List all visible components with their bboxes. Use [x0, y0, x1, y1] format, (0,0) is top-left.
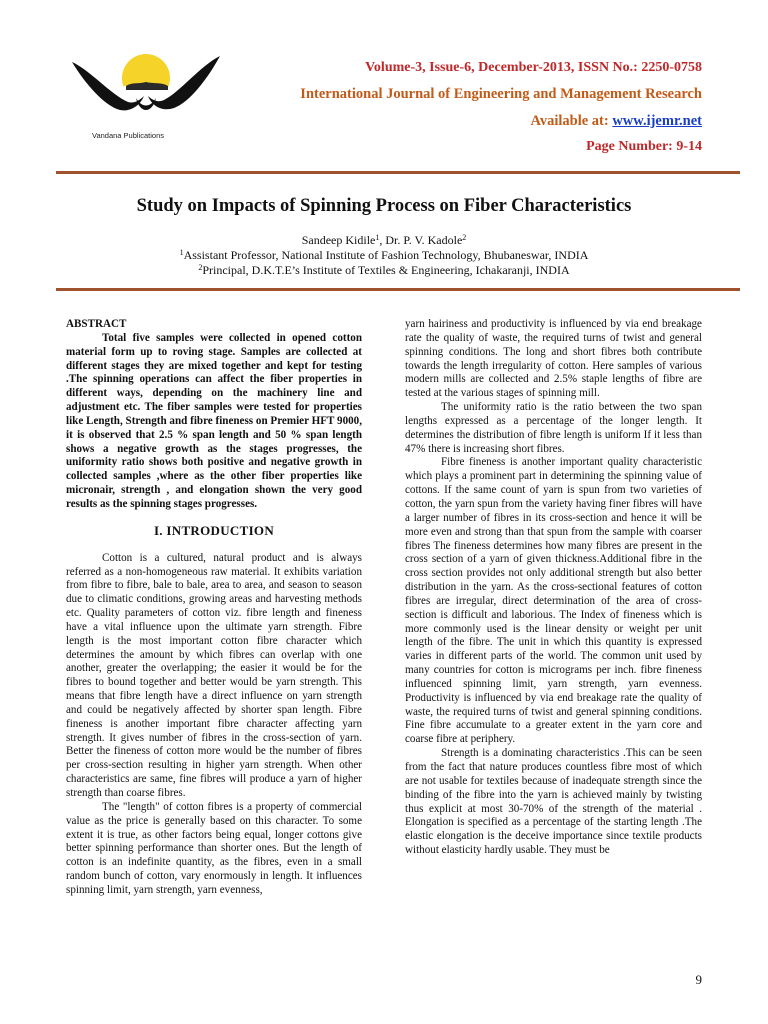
page-number: 9: [695, 972, 702, 987]
journal-name: International Journal of Engineering and Management Research: [300, 86, 702, 102]
intro-paragraph-6: Strength is a dominating characteristics .This can be seen from the fact that nature produces countless fibre most of which are not usable for textiles because of inadequate strength since the binding of the fibre into the yarn is achieved mainly by twisting thus explicit at most 30-70% of the strength of the material . Elongation is specified as a percentage of the starting length .The elastic elongation is the deceive importance since textile products without elasticity hardly usable. They must be: [405, 747, 702, 857]
author-1-sup: 1: [375, 233, 380, 242]
left-column: [66, 318, 362, 898]
availability-line: [530, 113, 702, 130]
volume-line: Volume-3, Issue-6, December-2013, ISSN No.: 2250-0758: [365, 60, 702, 75]
section-heading-introduction: I. INTRODUCTION: [153, 522, 275, 538]
affiliation-2-text: Principal, D.K.T.E’s Institute of Textiles & Engineering, Ichakaranji, INDIA: [202, 263, 570, 277]
available-label: Available at:: [530, 113, 613, 129]
abstract-body: Total five samples were collected in opened cotton material form up to roving stage. Samples are collected at different stages they are mixed together and kept for testing .The spinning operations can affect the fiber properties in different ways, depending on the machinery line and adjustment etc. The fiber samples were tested for properties like Length, Strength and fibre fineness on Premier HFT 9000, it is observed that 2.5 % span length and 50 % span length shows a negative growth as the stages progresses, the uniformity ratio shows both positive and negative growth in collected samples ,where as the other fiber properties like micronair, strength , and elongation shown the very good results as the spinning stages progresses.: [66, 331, 362, 510]
right-column: [405, 318, 702, 858]
intro-paragraph-2: The "length" of cotton fibres is a property of commercial value as the price is generally based on this character. To some extent it is true, as other factors being equal, longer cottons give better spinning performance than shorter ones. But the length of cotton is an indefinite quantity, as the fibres, even in a small random bunch of cotton, vary enormously in length. It influences spinning limit, yarn strength, yarn evenness,: [66, 800, 362, 896]
intro-paragraph-4: The uniformity ratio is the ratio between the two span lengths expressed as a percentage of the longer length. It determines the distribution of fibre length is uniform If it less than 47% there is increasing short fibres.: [405, 401, 702, 455]
title-divider: [56, 288, 740, 291]
affiliation-2-sup: 2: [198, 263, 203, 272]
author-2: Dr. P. V. Kadole: [385, 233, 463, 247]
intro-paragraph-5: Fibre fineness is another important quality characteristic which plays a prominent part in determining the spinning value of cottons. If the same count of yarn is spun from two varieties of cotton, the yarn spun from the variety having finer fibres will have a larger number of fibres in its cross-section and hence it will be more even and strong than that spun from the sample with coarser fibres The fineness determines how many fibres are present in the cross section of a yarn of given thickness.Additional fibre in the cross section provides not only additional strength but also better distribution in the yarn. As the cross-sectional features of cotton fibres are irregular, direct determination of the area of cross-section is difficult and laborious. The Index of fineness which is more commonly used is the linear density or weight per unit length of the fibre. The unit in which this quantity is expressed varies in different parts of the world. The common unit used by many countries for cotton is micrograms per inch. fibre fineness influenced spinning limit, yarn strength, yarn evenness. Productivity is influenced by via end breakage rate the quality of waste, the required turns of twist and general spinning conditions. Fine fibre accumulate to a greater extent in the yarn core and coarse fibre at periphery.: [405, 456, 702, 746]
journal-url-link[interactable]: www.ijemr.net: [612, 113, 702, 129]
page-range: Page Number: 9-14: [586, 139, 702, 154]
author-2-sup: 2: [462, 233, 467, 242]
author-separator: ,: [379, 233, 386, 247]
affiliation-1: [0, 248, 768, 263]
intro-paragraph-1: Cotton is a cultured, natural product and is always referred as a non-homogeneous raw material. It exhibits variation from fibre to fibre, bale to bale, area to area, and season to season due to climatic conditions, growing areas and harvesting methods etc. Quality parameters of cotton viz. fibre length and fineness have a vital influence upon the ultimate yarn strength. Fibre length is the most important cotton fibre character which determines the amount by which fibres can overlap with one another, greater the overlapping; the easier it would be for the fibres to bound together and better would be yarn strength. This means that fibre length have a direct influence on yarn strength and could be negatively affected by shorter span length. Fibre fineness is another important fibre character affecting yarn strength. It gives number of fibres in the cross-section of yarn. Better the fineness of cotton more would be the number of fibres per cross-section resulting in higher yarn strength. When other characteristics are same, fine fibres will produce a yarn of higher strength than coarse fibres.: [66, 551, 362, 799]
paper-title: Study on Impacts of Spinning Process on Fiber Characteristics: [136, 196, 632, 216]
abstract-heading: ABSTRACT: [66, 318, 127, 330]
author-line: [0, 233, 768, 248]
vandana-logo-icon: [70, 42, 220, 142]
header-divider: [56, 171, 740, 174]
author-1: Sandeep Kidile: [301, 233, 376, 247]
affiliation-2: [0, 263, 768, 278]
intro-paragraph-3: yarn hairiness and productivity is influenced by via end breakage rate the quality of waste, the required turns of twist and general spinning conditions. The long and short fibres both contribute towards the length irregularity of cotton. Here samples of various modern mills are collected and 2.5% staple lengths of fibre are tested at the various stages of spinning mill.: [405, 318, 702, 400]
affiliation-1-text: Assistant Professor, National Institute of Fashion Technology, Bhubaneswar, INDIA: [183, 248, 589, 262]
affiliation-1-sup: 1: [179, 248, 184, 257]
publisher-name: Vandana Publications: [92, 131, 164, 140]
